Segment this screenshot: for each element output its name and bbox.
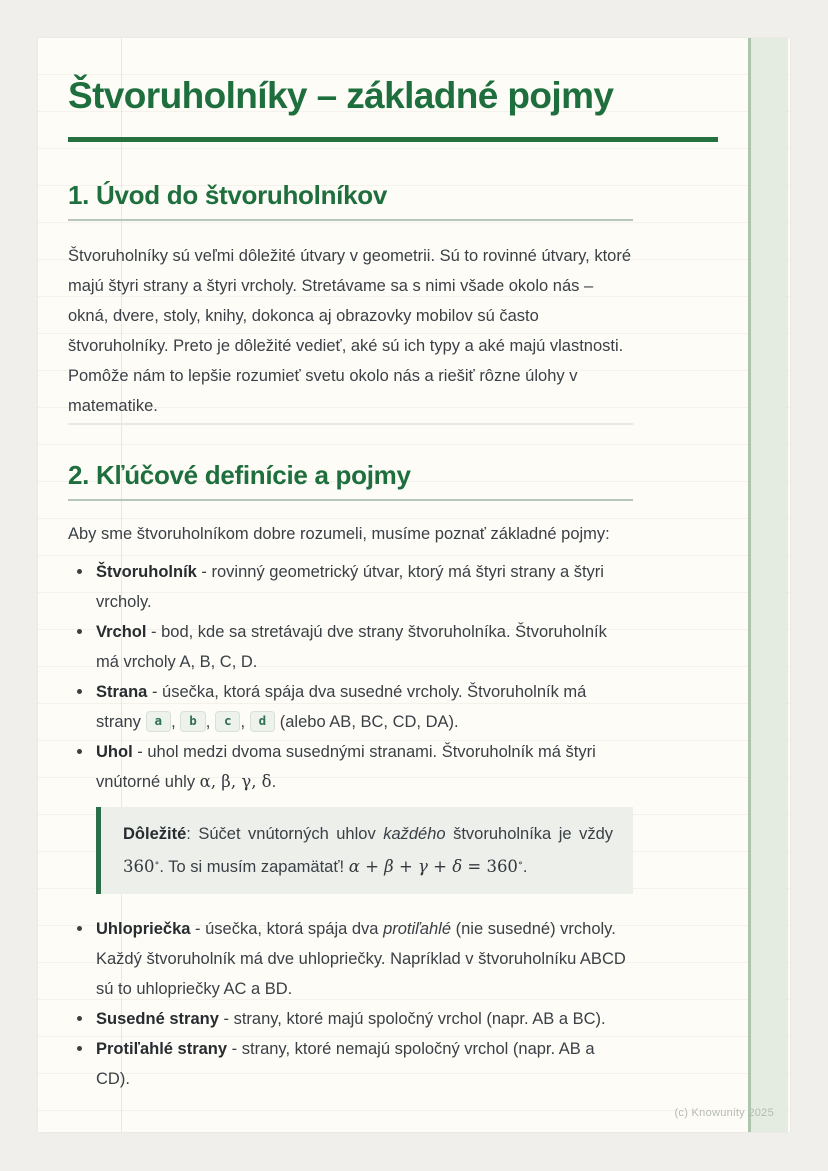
term-separator: - — [227, 1040, 242, 1058]
term-label: Susedné strany — [96, 1010, 219, 1028]
term-label: Strana — [96, 683, 148, 701]
term-description: strany, ktoré nemajú spoločný vrchol (napr. AB a CD). — [96, 1040, 595, 1088]
term-label: Protiľahlé strany — [96, 1040, 228, 1058]
term-emphasis: protiľahlé — [383, 920, 452, 938]
angle-sum-formula — [349, 857, 523, 876]
important-callout — [96, 807, 633, 894]
term-separator: - — [196, 563, 212, 581]
callout-emphasis: každého — [383, 825, 446, 843]
side-code-chip-d: d — [250, 711, 276, 732]
term-description: úsečka, ktorá spája dva susedné vrcholy. Štvoruholník má strany — [96, 683, 587, 731]
degree-mark: ∘ — [154, 858, 160, 869]
document-page — [38, 38, 790, 1132]
list-item-strana — [68, 677, 633, 737]
section-2-heading: 2. Kľúčové definície a pojmy — [68, 459, 633, 501]
list-item-uhol — [68, 737, 633, 797]
term-separator: - — [146, 623, 162, 641]
term-description: uhol medzi dvoma susednými stranami. Štvoruholník má štyri vnútorné uhly — [96, 743, 596, 791]
copyright-notice: (c) Knowunity 2025 — [674, 1107, 774, 1119]
section-1-paragraph: Štvoruholníky sú veľmi dôležité útvary v geometrii. Sú to rovinné útvary, ktoré majú štyri strany a štyri vrcholy. Stretávame sa s nimi všade okolo nás – okná, dvere, stoly, knihy, dokonca aj obrazovky mobilov sú často štvoruholníky. Preto je dôležité vedieť, aké sú ich typy a aké majú vlastnosti. Pomôže nám to lepšie rozumieť svetu okolo nás a riešiť rôzne úlohy v matematike. — [68, 247, 631, 415]
section-definicie — [68, 459, 718, 1094]
degree-number: 360 — [123, 857, 155, 876]
degree-value — [123, 857, 159, 876]
page-title: Štvoruholníky – základné pojmy — [68, 75, 614, 116]
section-uvod — [68, 179, 718, 421]
degree-mark: ∘ — [517, 858, 523, 869]
term-description-tail: (alebo AB, BC, CD, DA). — [279, 713, 459, 731]
term-separator: - — [147, 683, 163, 701]
title-rule — [68, 137, 718, 142]
term-separator: - — [190, 920, 206, 938]
callout-colon: : — [186, 825, 199, 843]
definitions-list-2 — [68, 914, 633, 1094]
definitions-intro: Aby sme štvoruholníkom dobre rozumeli, musíme poznať základné pojmy: — [68, 525, 610, 543]
term-label: Uhol — [96, 743, 133, 761]
side-code-chip-a: a — [146, 711, 172, 732]
list-item-vrchol — [68, 617, 633, 677]
callout-text: štvoruholníka je vždy — [453, 825, 613, 843]
list-item-protilahle-strany — [68, 1034, 633, 1094]
chip-separator: , — [205, 713, 215, 731]
term-label: Štvoruholník — [96, 563, 197, 581]
term-description: (nie susedné) vrcholy. Každý štvoruholník má dve uhlopriečky. Napríklad v štvoruholníku ABCD sú to uhlopriečky AC a BD. — [96, 920, 626, 998]
term-description: strany, ktoré majú spoločný vrchol (napr. AB a BC). — [233, 1010, 606, 1028]
chip-separator: , — [240, 713, 250, 731]
term-description: bod, kde sa stretávajú dve strany štvoruholníka. Štvoruholník má vrcholy A, B, C, D. — [96, 623, 607, 671]
callout-label: Dôležité — [123, 825, 187, 843]
callout-text: Súčet vnútorných uhlov — [198, 825, 376, 843]
section-divider — [68, 423, 633, 425]
side-code-chip-c: c — [215, 711, 241, 732]
term-separator: - — [218, 1010, 234, 1028]
page-side-strip — [748, 38, 788, 1132]
angles-math: α, β, γ, δ — [199, 772, 272, 791]
formula-equals: = 360 — [462, 857, 518, 876]
list-item-uhlopriecka — [68, 914, 633, 1004]
term-description: rovinný geometrický útvar, ktorý má štyri strany a štyri vrcholy. — [96, 563, 604, 611]
term-label: Vrchol — [96, 623, 147, 641]
definitions-list-1 — [68, 557, 633, 797]
term-description: úsečka, ktorá spája dva — [205, 920, 379, 938]
side-code-chip-b: b — [180, 711, 206, 732]
term-separator: - — [132, 743, 148, 761]
section-1-heading: 1. Úvod do štvoruholníkov — [68, 179, 633, 221]
sentence-period: . — [522, 858, 528, 876]
callout-text: . To si musím zapamätať! — [159, 858, 345, 876]
chip-separator: , — [171, 713, 181, 731]
term-label: Uhlopriečka — [96, 920, 191, 938]
list-item-stvoruholnik — [68, 557, 633, 617]
page-content — [68, 38, 718, 1094]
sentence-period: . — [271, 773, 277, 791]
list-item-susedne-strany — [68, 1004, 633, 1034]
formula-variables: α + β + γ + δ — [348, 857, 463, 876]
